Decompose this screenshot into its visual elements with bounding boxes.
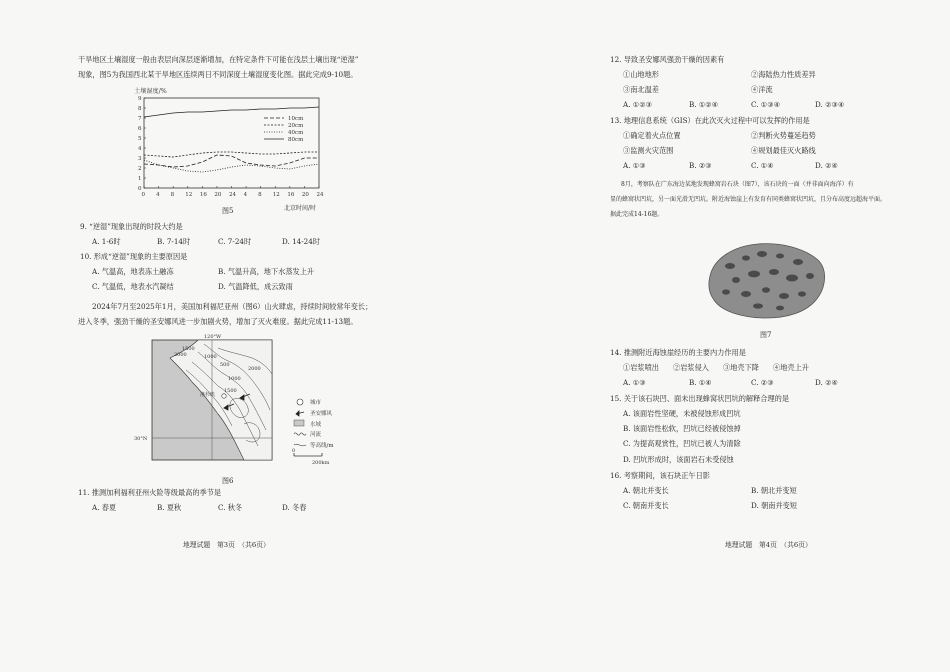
q10-stem: 10. 形成“逆湿”现象的主要原因是: [80, 252, 188, 261]
intro-right-line-1: 8月，考察队在广东海边某地发现蜂窝岩石块（图7），该石块的一面（并非面向海洋）有: [621, 181, 854, 188]
scale-zero: 0: [292, 448, 296, 454]
x-tick-label: 8: [258, 192, 262, 198]
y-tick-label: 1: [138, 176, 142, 182]
q12-option-d: D. ②③④: [815, 100, 845, 109]
q12-option-a: A. ①②③: [623, 100, 653, 109]
q12-option-b: B. ①②④: [689, 100, 719, 109]
x-tick-label: 12: [272, 192, 280, 198]
page-4-footer: 地理试题 第4页 （共6页）: [725, 541, 812, 549]
legend-contour-icon: [294, 444, 306, 446]
q13-item-3: ③监测火灾范围: [623, 146, 674, 155]
legend-contour: 等高线/m: [310, 443, 334, 449]
fig5-caption: 图5: [222, 207, 234, 215]
honeycomb-rock-photo: [700, 236, 830, 326]
q14-option-b: B. ①④: [689, 378, 712, 387]
q13-option-c: C. ①④: [751, 161, 774, 170]
q9-stem: 9. “逆湿”现象出现的时段大约是: [80, 222, 183, 231]
q10-option-d: D. 气温降低，成云致雨: [218, 282, 293, 291]
q11-option-a: A. 春夏: [92, 503, 117, 512]
y-tick-label: 2: [138, 166, 142, 172]
city-marker: [222, 394, 226, 398]
q13-option-a: A. ①③: [623, 161, 646, 170]
y-tick-label: 3: [138, 156, 142, 162]
q12-option-c: C. ①③④: [751, 100, 781, 109]
q9-option-a: A. 1-6时: [92, 237, 121, 246]
x-tick-label: 4: [156, 192, 160, 198]
q14-stem: 14. 推测附近海蚀崖经历的主要内力作用是: [610, 348, 746, 357]
q9-option-b: B. 7-14时: [157, 237, 191, 246]
q15-option-a: A. 该面岩性坚硬，未被侵蚀形成凹坑: [623, 409, 741, 418]
y-tick-label: 6: [138, 126, 142, 132]
q13-item-4: ④规划最佳灭火路线: [751, 146, 816, 155]
legend-water: 水域: [310, 422, 322, 428]
q14-item-1: ①岩浆喷出: [623, 363, 659, 372]
y-tick-label: 4: [138, 146, 142, 152]
contour-label-1: 2000: [174, 352, 187, 358]
y-tick-label: 7: [138, 116, 142, 122]
contour-label-5: 1000: [228, 376, 241, 382]
q13-item-2: ②判断火势蔓延趋势: [751, 131, 816, 140]
q15-stem: 15. 关于该石块凹、面未出现蜂窝状凹坑的解释合理的是: [610, 394, 790, 403]
q11-option-d: D. 冬春: [282, 503, 307, 512]
q9-option-c: C. 7-24时: [218, 237, 252, 246]
x-tick-label: 20: [214, 192, 222, 198]
intro-line-1: 干旱地区土壤湿度一般由表层向深层逐渐增加，在特定条件下可能在浅层土壤出现“逆湿”: [78, 55, 359, 64]
chart-xlabel: 北京时间/时: [284, 205, 317, 212]
q10-option-b: B. 气温升高，地下水蒸发上升: [218, 267, 315, 276]
q14-item-4: ④地壳上升: [773, 363, 809, 372]
q10-option-c: C. 气温低，地表水汽凝结: [92, 282, 174, 291]
q13-option-d: D. ②④: [815, 161, 838, 170]
soil-moisture-chart: [118, 84, 348, 212]
q15-option-b: B. 该面岩性松软，凹坑已经被侵蚀掉: [623, 424, 741, 433]
x-tick-label: 0: [141, 192, 145, 198]
q14-option-a: A. ①③: [623, 378, 646, 387]
page-3-footer: 地理试题 第3页 （共6页）: [183, 541, 270, 549]
y-tick-label: 5: [138, 136, 142, 142]
california-map: [134, 334, 368, 466]
exam-page-4: [475, 0, 950, 672]
series-line-20cm: [144, 152, 319, 157]
lat-label: 30°N: [134, 436, 148, 442]
q15-option-d: D. 凹坑形成时，该面岩石未受侵蚀: [623, 455, 734, 464]
legend-water-icon: [294, 420, 304, 426]
q14-option-d: D. ②④: [815, 378, 838, 387]
q14-item-2: ②岩浆侵入: [673, 363, 709, 372]
city-label: 洛杉矶: [200, 392, 216, 398]
legend-wind-icon: [296, 411, 304, 416]
intro-right-line-2: 显的蜂窝状凹坑，另一面光滑无凹坑。附近海蚀崖上有发育有同类蜂窝状凹坑，且分布高度远超海平面。: [610, 196, 887, 203]
q11-option-b: B. 夏秋: [157, 503, 182, 512]
contour-label-7: 2000: [248, 366, 261, 372]
lon-label: 120°W: [204, 334, 222, 340]
scale-km: 200km: [312, 460, 330, 466]
legend-label: 80cm: [288, 137, 304, 143]
q16-option-d: D. 朝南并变短: [751, 501, 798, 510]
legend-river: 河流: [310, 432, 322, 438]
q12-item-4: ④洋流: [751, 85, 773, 94]
fig7-caption: 图7: [760, 331, 772, 339]
legend-label: 20cm: [288, 123, 304, 129]
x-tick-label: 4: [243, 192, 248, 198]
y-tick-label: 9: [138, 96, 142, 102]
q11-stem: 11. 推测加利福利亚州火险等级最高的季节是: [78, 488, 222, 497]
q13-option-b: B. ②③: [689, 161, 712, 170]
chart-ylabel: 土壤湿度/%: [134, 88, 167, 95]
legend-wind: 圣安娜风: [310, 411, 333, 417]
x-tick-label: 16: [199, 192, 207, 198]
q15-option-c: C. 为提高观赏性，凹坑已被人为清除: [623, 439, 741, 448]
q16-option-b: B. 朝北并变短: [751, 486, 797, 495]
legend-label: 40cm: [288, 130, 304, 136]
contour-label-6: 1500: [224, 388, 237, 394]
q13-item-1: ①确定着火点位置: [623, 131, 681, 140]
legend-river-icon: [294, 433, 306, 435]
q14-item-3: ③地壳下降: [723, 363, 759, 372]
x-tick-label: 16: [287, 192, 295, 198]
legend-city: 城市: [310, 400, 322, 406]
q16-option-a: A. 朝北并变长: [623, 486, 669, 495]
q16-stem: 16. 考察期间，该石块正午日影: [610, 471, 710, 480]
q12-item-3: ③南北温差: [623, 85, 659, 94]
intro2-line-1: 2024年7月至2025年1月，美国加利福尼亚州（图6）山火肆虐，持续时间较常年变长；: [92, 302, 373, 311]
x-tick-label: 24: [229, 192, 236, 198]
q11-option-c: C. 秋冬: [218, 503, 243, 512]
q10-option-a: A. 气温高，地表冻土融冻: [92, 267, 174, 276]
x-tick-label: 24: [316, 192, 324, 198]
q12-item-2: ②海陆热力性质差异: [751, 70, 816, 79]
y-tick-label: 8: [138, 106, 142, 112]
x-tick-label: 12: [185, 192, 193, 198]
contour-label-2: 1500: [182, 346, 195, 352]
q12-stem: 12. 导致圣安娜风强劲干燥的因素有: [610, 55, 725, 64]
legend-city-icon: [297, 399, 303, 405]
q9-option-d: D. 14-24时: [282, 237, 320, 246]
chart-legend: [264, 116, 304, 143]
x-tick-label: 8: [170, 192, 175, 198]
y-tick-label: 0: [138, 186, 142, 192]
intro2-line-2: 进入冬季，强劲干燥的圣安娜风进一步加剧火势，增加了灭火难度。据此完成11-13题。: [78, 317, 358, 326]
fig6-caption: 图6: [222, 477, 234, 485]
x-tick-label: 20: [301, 192, 309, 198]
intro-right-line-3: 据此完成14-16题。: [610, 211, 664, 218]
intro-line-2: 现象，图5为我国西北某干旱地区连续两日不同深度土壤湿度变化图。据此完成9-10题。: [78, 70, 358, 79]
q14-option-c: C. ②③: [751, 378, 774, 387]
legend-label: 10cm: [288, 116, 304, 122]
plot-area: [144, 98, 319, 188]
contour-label-4: 500: [220, 362, 230, 368]
q13-stem: 13. 地理信息系统（GIS）在此次灭火过程中可以发挥的作用是: [610, 116, 810, 125]
q12-item-1: ①山地地形: [623, 70, 659, 79]
q16-option-c: C. 朝南并变长: [623, 501, 669, 510]
contour-label-3: 1000: [204, 354, 217, 360]
